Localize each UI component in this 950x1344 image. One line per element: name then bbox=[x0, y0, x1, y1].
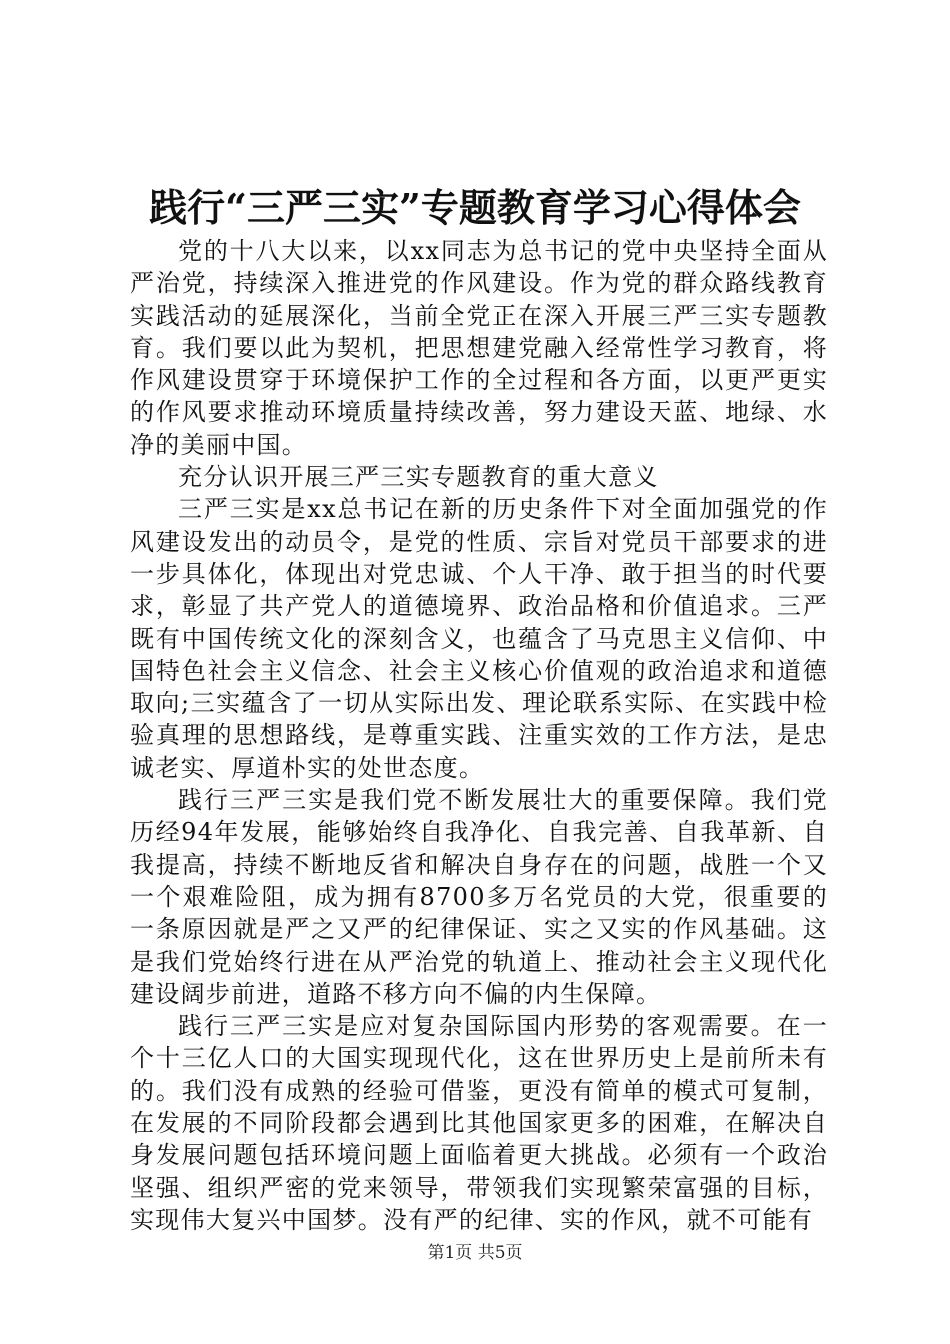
document-title: 践行“三严三实”专题教育学习心得体会 bbox=[149, 185, 801, 230]
body-paragraph: 践行三严三实是我们党不断发展壮大的重要保障。我们党历经94年发展，能够始终自我净化、自我完善、自我革新、自我提高，持续不断地反省和解决自身存在的问题，战胜一个又一个艰难险阻，成为拥有8700多万名党员的大党，很重要的一条原因就是严之又严的纪律保证、实之又实的作风基础。这是我们党始终行进在从严治党的轨道上、推动社会主义现代化建设阔步前进，道路不移方向不偏的内生保障。 bbox=[130, 786, 828, 1008]
section-heading: 充分认识开展三严三实专题教育的重大意义 bbox=[178, 463, 659, 492]
document-body bbox=[130, 235, 828, 1236]
body-paragraph: 践行三严三实是应对复杂国际国内形势的客观需要。在一个十三亿人口的大国实现现代化，这在世界历史上是前所未有的。我们没有成熟的经验可借鉴，更没有简单的模式可复制，在发展的不同阶段都会遇到比其他国家更多的困难，在解决自身发展问题包括环境问题上面临着更大挑战。必须有一个政治坚强、组织严密的党来领导，带领我们实现繁荣富强的目标，实现伟大复兴中国梦。没有严的纪律、实的作风，就不可能有 bbox=[130, 1012, 828, 1234]
body-paragraph: 党的十八大以来，以xx同志为总书记的党中央坚持全面从严治党，持续深入推进党的作风建设。作为党的群众路线教育实践活动的延展深化，当前全党正在深入开展三严三实专题教育。我们要以此为契机，把思想建党融入经常性学习教育，将作风建设贯穿于环境保护工作的全过程和各方面，以更严更实的作风要求推动环境质量持续改善，努力建设天蓝、地绿、水净的美丽中国。 bbox=[130, 237, 828, 459]
body-paragraph: 三严三实是xx总书记在新的历史条件下对全面加强党的作风建设发出的动员令，是党的性质、宗旨对党员干部要求的进一步具体化，体现出对党忠诚、个人干净、敢于担当的时代要求，彰显了共产党人的道德境界、政治品格和价值追求。三严既有中国传统文化的深刻含义，也蕴含了马克思主义信仰、中国特色社会主义信念、社会主义核心价值观的政治追求和道德取向;三实蕴含了一切从实际出发、理论联系实际、在实践中检验真理的思想路线，是尊重实践、注重实效的工作方法，是忠诚老实、厚道朴实的处世态度。 bbox=[130, 495, 828, 782]
page-number-footer: 第1页 共5页 bbox=[427, 1243, 523, 1263]
